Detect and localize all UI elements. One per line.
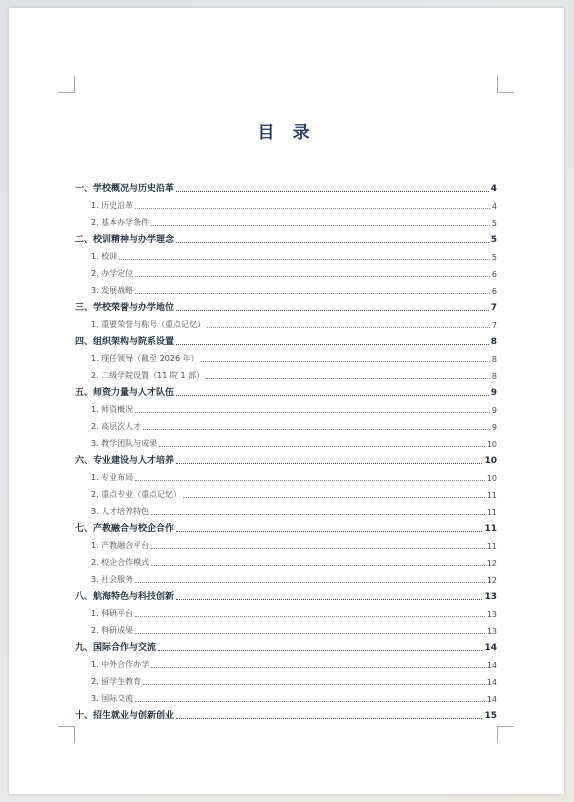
crop-mark-top-left bbox=[58, 76, 75, 93]
toc-page-number: 14 bbox=[484, 643, 497, 653]
toc-section-entry[interactable] bbox=[75, 501, 497, 518]
toc-page-number: 9 bbox=[490, 388, 497, 398]
toc-page-number: 11 bbox=[486, 508, 497, 517]
toc-entry-text: 九、国际合作与交流 bbox=[75, 643, 157, 653]
toc-section-entry[interactable] bbox=[75, 195, 497, 212]
toc-entry-text: 2. 高层次人才 bbox=[91, 422, 142, 431]
toc-dot-leader bbox=[176, 718, 482, 719]
toc-page-number: 10 bbox=[486, 474, 497, 483]
toc-section-entry[interactable] bbox=[75, 654, 497, 671]
toc-dot-leader bbox=[151, 565, 485, 566]
toc-dot-leader bbox=[201, 361, 490, 362]
toc-dot-leader bbox=[151, 514, 485, 515]
crop-mark-bottom-right bbox=[497, 726, 514, 743]
toc-section-entry[interactable] bbox=[75, 433, 497, 450]
toc-page-number: 14 bbox=[486, 678, 497, 687]
toc-entry-text: 2. 办学定位 bbox=[91, 269, 134, 278]
toc-page-number: 13 bbox=[486, 610, 497, 619]
toc-page-number: 8 bbox=[490, 337, 497, 347]
toc-entry-text: 七、产教融合与校企合作 bbox=[75, 524, 175, 534]
toc-page-number: 4 bbox=[491, 202, 497, 211]
toc-entry-text: 1. 重要荣誉与称号（重点记忆） bbox=[91, 320, 206, 329]
toc-dot-leader bbox=[183, 497, 485, 498]
toc-entry-text: 2. 基本办学条件 bbox=[91, 218, 150, 227]
toc-dot-leader bbox=[135, 701, 485, 702]
toc-entry-text: 1. 师资概况 bbox=[91, 405, 134, 414]
toc-dot-leader bbox=[176, 463, 482, 464]
toc-chapter-entry[interactable] bbox=[75, 229, 497, 246]
toc-page-number: 11 bbox=[486, 491, 497, 500]
toc-section-entry[interactable] bbox=[75, 348, 497, 365]
toc-chapter-entry[interactable] bbox=[75, 331, 497, 348]
toc-page-number: 15 bbox=[484, 711, 497, 721]
toc-page-number: 11 bbox=[486, 542, 497, 551]
toc-dot-leader bbox=[119, 259, 490, 260]
toc-chapter-entry[interactable] bbox=[75, 450, 497, 467]
toc-section-entry[interactable] bbox=[75, 603, 497, 620]
toc-page-number: 8 bbox=[491, 355, 497, 364]
toc-entry-text: 3. 社会服务 bbox=[91, 575, 134, 584]
toc-chapter-entry[interactable] bbox=[75, 705, 497, 722]
toc-dot-leader bbox=[151, 548, 485, 549]
toc-page-number: 14 bbox=[486, 695, 497, 704]
toc-dot-leader bbox=[206, 378, 490, 379]
toc-dot-leader bbox=[176, 310, 489, 311]
toc-page-number: 12 bbox=[486, 576, 497, 585]
toc-entry-text: 四、组织架构与院系设置 bbox=[75, 337, 175, 347]
toc-dot-leader bbox=[176, 599, 482, 600]
toc-entry-text: 1. 历史沿革 bbox=[91, 201, 134, 210]
toc-dot-leader bbox=[143, 684, 485, 685]
toc-dot-leader bbox=[151, 667, 485, 668]
toc-entry-text: 2. 留学生教育 bbox=[91, 677, 142, 686]
toc-page-number: 4 bbox=[490, 184, 497, 194]
toc-entry-text: 3. 国际交流 bbox=[91, 694, 134, 703]
toc-dot-leader bbox=[176, 531, 482, 532]
toc-section-entry[interactable] bbox=[75, 416, 497, 433]
toc-entry-text: 2. 校企合作模式 bbox=[91, 558, 150, 567]
toc-page-number: 6 bbox=[491, 270, 497, 279]
toc-chapter-entry[interactable] bbox=[75, 178, 497, 195]
toc-chapter-entry[interactable] bbox=[75, 518, 497, 535]
toc-entry-text: 1. 校训 bbox=[91, 252, 118, 261]
toc-section-entry[interactable] bbox=[75, 535, 497, 552]
toc-title: 目 录 bbox=[257, 123, 316, 143]
toc-section-entry[interactable] bbox=[75, 246, 497, 263]
toc-entry-text: 2. 科研成果 bbox=[91, 626, 134, 635]
toc-section-entry[interactable] bbox=[75, 365, 497, 382]
document-page bbox=[9, 8, 564, 794]
toc-dot-leader bbox=[159, 446, 485, 447]
toc-chapter-entry[interactable] bbox=[75, 297, 497, 314]
toc-entry-text: 3. 人才培养特色 bbox=[91, 507, 150, 516]
toc-entry-text: 1. 专业布局 bbox=[91, 473, 134, 482]
toc-page-number: 9 bbox=[491, 406, 497, 415]
toc-section-entry[interactable] bbox=[75, 280, 497, 297]
toc-section-entry[interactable] bbox=[75, 314, 497, 331]
toc-section-entry[interactable] bbox=[75, 467, 497, 484]
table-of-contents bbox=[75, 178, 497, 722]
toc-dot-leader bbox=[135, 412, 490, 413]
toc-dot-leader bbox=[176, 395, 489, 396]
toc-entry-text: 1. 科研平台 bbox=[91, 609, 134, 618]
toc-dot-leader bbox=[135, 208, 490, 209]
toc-entry-text: 五、师资力量与人才队伍 bbox=[75, 388, 175, 398]
toc-section-entry[interactable] bbox=[75, 212, 497, 229]
toc-dot-leader bbox=[135, 616, 485, 617]
toc-section-entry[interactable] bbox=[75, 569, 497, 586]
toc-section-entry[interactable] bbox=[75, 484, 497, 501]
toc-chapter-entry[interactable] bbox=[75, 382, 497, 399]
toc-page-number: 10 bbox=[484, 456, 497, 466]
toc-page-number: 6 bbox=[491, 287, 497, 296]
toc-entry-text: 3. 发展战略 bbox=[91, 286, 134, 295]
toc-page-number: 5 bbox=[490, 235, 497, 245]
toc-dot-leader bbox=[135, 582, 485, 583]
toc-page-number: 7 bbox=[491, 321, 497, 330]
toc-page-number: 5 bbox=[491, 253, 497, 262]
toc-dot-leader bbox=[176, 242, 489, 243]
toc-page-number: 10 bbox=[486, 440, 497, 449]
toc-entry-text: 十、招生就业与创新创业 bbox=[75, 711, 175, 721]
toc-section-entry[interactable] bbox=[75, 263, 497, 280]
crop-mark-bottom-left bbox=[58, 726, 75, 743]
toc-entry-text: 1. 产教融合平台 bbox=[91, 541, 150, 550]
toc-dot-leader bbox=[176, 191, 489, 192]
toc-section-entry[interactable] bbox=[75, 620, 497, 637]
toc-dot-leader bbox=[135, 276, 490, 277]
toc-dot-leader bbox=[135, 293, 490, 294]
toc-entry-text: 三、学校荣誉与办学地位 bbox=[75, 303, 175, 313]
toc-page-number: 8 bbox=[491, 372, 497, 381]
toc-dot-leader bbox=[143, 429, 490, 430]
toc-chapter-entry[interactable] bbox=[75, 586, 497, 603]
toc-dot-leader bbox=[207, 327, 490, 328]
toc-dot-leader bbox=[135, 480, 485, 481]
toc-section-entry[interactable] bbox=[75, 688, 497, 705]
toc-entry-text: 2. 二级学院设置（11 院 1 部） bbox=[91, 371, 205, 380]
toc-page-number: 13 bbox=[486, 627, 497, 636]
toc-page-number: 5 bbox=[491, 219, 497, 228]
toc-entry-text: 八、航海特色与科技创新 bbox=[75, 592, 175, 602]
toc-section-entry[interactable] bbox=[75, 671, 497, 688]
toc-page-number: 11 bbox=[484, 524, 497, 534]
toc-entry-text: 二、校训精神与办学理念 bbox=[75, 235, 175, 245]
toc-page-number: 13 bbox=[484, 592, 497, 602]
toc-entry-text: 六、专业建设与人才培养 bbox=[75, 456, 175, 466]
toc-entry-text: 2. 重点专业（重点记忆） bbox=[91, 490, 182, 499]
toc-page-number: 9 bbox=[491, 423, 497, 432]
toc-entry-text: 1. 现任领导（截至 2026 年） bbox=[91, 354, 199, 363]
toc-page-number: 14 bbox=[486, 661, 497, 670]
toc-entry-text: 一、学校概况与历史沿革 bbox=[75, 184, 175, 194]
toc-page-number: 12 bbox=[486, 559, 497, 568]
toc-dot-leader bbox=[158, 650, 482, 651]
toc-chapter-entry[interactable] bbox=[75, 637, 497, 654]
toc-dot-leader bbox=[151, 225, 490, 226]
toc-section-entry[interactable] bbox=[75, 399, 497, 416]
toc-section-entry[interactable] bbox=[75, 552, 497, 569]
toc-dot-leader bbox=[176, 344, 489, 345]
crop-mark-top-right bbox=[497, 76, 514, 93]
toc-dot-leader bbox=[135, 633, 485, 634]
toc-entry-text: 1. 中外合作办学 bbox=[91, 660, 150, 669]
toc-entry-text: 3. 教学团队与成果 bbox=[91, 439, 158, 448]
toc-page-number: 7 bbox=[490, 303, 497, 313]
